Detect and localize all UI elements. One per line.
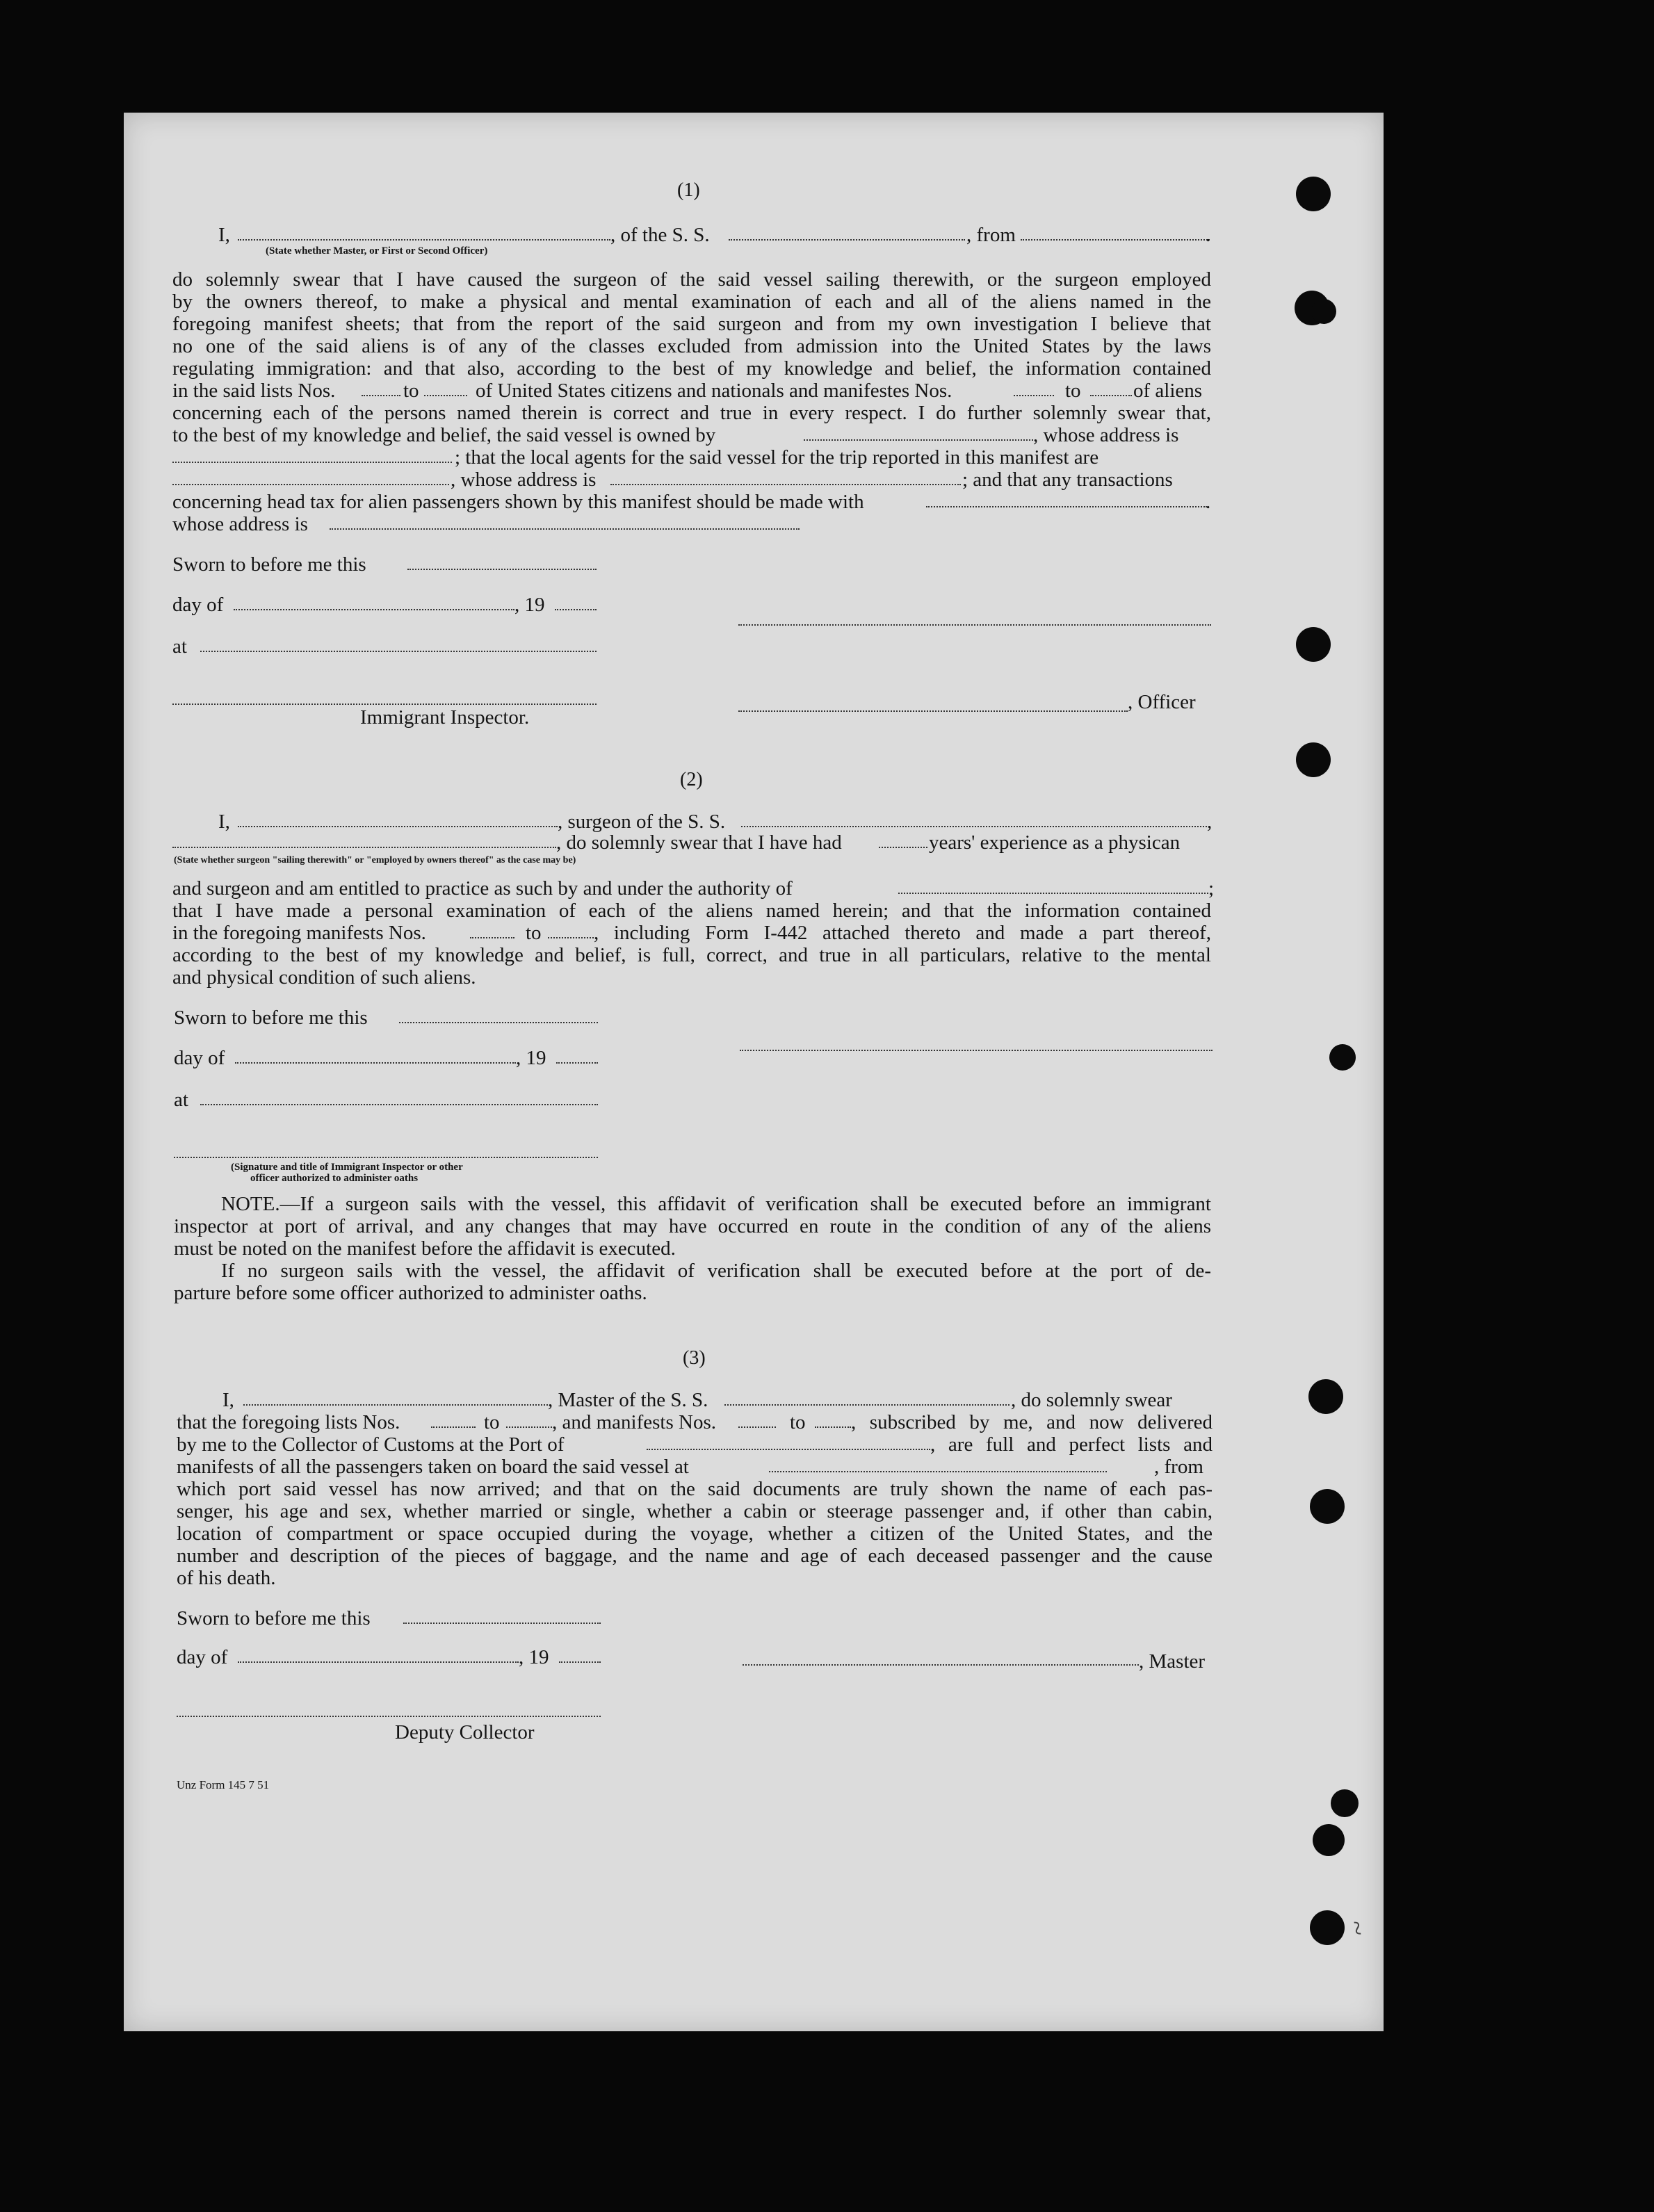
punch-hole: [1329, 1044, 1356, 1071]
s2-surgeon-signature-field[interactable]: [740, 1050, 1213, 1051]
form-page: [124, 113, 1384, 2031]
s1-agents-label: ; that the local agents for the said vessel for the trip reported in this manifest are: [455, 446, 1099, 469]
s1-to-label-2: to: [1065, 380, 1081, 402]
s3-month-field[interactable]: [238, 1661, 519, 1663]
s1-i-label: I,: [218, 224, 230, 246]
s3-to-label-2: to: [790, 1411, 806, 1433]
s2-note-line: must be noted on the manifest before the affidavit is executed.: [174, 1237, 676, 1260]
s2-experience-label: years' experience as a physican: [929, 831, 1181, 854]
s3-manifests-from-field[interactable]: [738, 1426, 776, 1428]
s1-from-label: , from: [966, 224, 1016, 246]
s3-to-label: to: [484, 1411, 500, 1433]
s1-owner-address-field[interactable]: [172, 462, 452, 463]
form-number: Unz Form 145 7 51: [177, 1778, 270, 1791]
s2-sig-caption: officer authorized to administer oaths: [250, 1173, 419, 1184]
punch-hole: [1331, 1789, 1359, 1817]
section-2-heading: (2): [680, 769, 703, 790]
s3-lists-complete-label: , are full and perfect lists and: [930, 1433, 1213, 1456]
s2-text-line: that I have made a personal examination of each of the aliens named herein; and that the information contained: [172, 900, 1211, 922]
s3-text-line: senger, his age and sex, whether married or single, whether a cabin or steerage passenger and, if other than cabin,: [177, 1500, 1213, 1522]
s1-month-field[interactable]: [234, 609, 514, 610]
punch-hole: [1296, 627, 1331, 662]
s1-owner-field[interactable]: [804, 439, 1033, 441]
s3-from-label: , from: [1154, 1456, 1203, 1478]
s1-officer-signature-field[interactable]: [738, 624, 1211, 626]
handwritten-mark: ~: [1340, 1917, 1375, 1939]
s2-sworn-label: Sworn to before me this: [174, 1007, 368, 1029]
s1-address-label: whose address is: [172, 513, 308, 535]
s3-text-line: which port said vessel has now arrived; and that on the said documents are truly shown the name of each pas-: [177, 1478, 1213, 1500]
s3-lists-from-field[interactable]: [431, 1426, 476, 1428]
s1-text-line: do solemnly swear that I have caused the surgeon of the said vessel sailing therewith, or the surgeon employed: [172, 268, 1211, 291]
s1-officer-name-field[interactable]: [238, 239, 610, 241]
s3-port-label: by me to the Collector of Customs at the Port of: [177, 1433, 565, 1456]
s1-of-ss-label: , of the S. S.: [610, 224, 710, 246]
s2-line-end: ,: [1207, 811, 1213, 833]
s1-inspector-label: Immigrant Inspector.: [360, 706, 530, 729]
s1-lists-to-field[interactable]: [424, 395, 467, 396]
s2-form-label: , including Form I-442 attached thereto and made a part thereof,: [594, 922, 1211, 944]
s3-day-of-label: day of: [177, 1646, 228, 1668]
s2-authority-field[interactable]: [898, 893, 1208, 894]
s2-year-field[interactable]: [556, 1062, 598, 1064]
s1-lists-from-field[interactable]: [362, 395, 400, 396]
s1-manifests-from-field[interactable]: [1014, 395, 1054, 396]
s1-address-field[interactable]: [330, 528, 800, 530]
s1-head-tax-label: concerning head tax for alien passengers shown by this manifest should be made with: [172, 491, 864, 513]
s1-at-label: at: [172, 635, 187, 658]
s1-officer-title-field[interactable]: [738, 710, 1128, 712]
s1-of-aliens-label: of aliens: [1133, 380, 1203, 402]
s1-text-line: regulating immigration: and that also, according to the best of my knowledge and belief, the information contained: [172, 357, 1211, 380]
s2-surgeon-status-field[interactable]: [172, 847, 556, 848]
s3-collector-signature-field[interactable]: [177, 1716, 601, 1717]
s3-manifests-to-field[interactable]: [815, 1426, 851, 1428]
section-3-heading: (3): [683, 1347, 706, 1369]
s2-surgeon-of-ss-label: , surgeon of the S. S.: [558, 811, 726, 833]
s2-to-label: to: [526, 922, 542, 944]
s2-note-line: If no surgeon sails with the vessel, the affidavit of verification shall be executed before at the port of de-: [221, 1260, 1211, 1282]
s3-i-label: I,: [222, 1389, 234, 1411]
s1-ship-name-field[interactable]: [729, 239, 965, 241]
s2-manifests-from-field[interactable]: [470, 937, 514, 938]
s2-sig-caption: (Signature and title of Immigrant Inspector or other: [231, 1162, 463, 1173]
punch-hole: [1296, 742, 1331, 777]
s1-year-field[interactable]: [555, 609, 597, 610]
s2-authority-label: and surgeon and am entitled to practice as such by and under the authority of: [172, 877, 793, 900]
s1-to-label: to: [403, 380, 419, 402]
s3-year-label: , 19: [519, 1646, 549, 1668]
punch-hole: [1310, 1910, 1345, 1945]
s2-at-field[interactable]: [200, 1104, 598, 1105]
s2-manifests-to-field[interactable]: [548, 937, 594, 938]
s1-at-field[interactable]: [200, 651, 597, 652]
s1-manifests-label: of United States citizens and nationals and manifestes Nos.: [476, 380, 952, 402]
s2-text-line: according to the best of my knowledge and belief, is full, correct, and true in all particulars, relative to the mental: [172, 944, 1211, 966]
s3-boarding-port-field[interactable]: [769, 1471, 1107, 1472]
s1-year-label: , 19: [514, 594, 545, 616]
s1-officer-label: , Officer: [1128, 691, 1196, 713]
s3-delivered-label: , subscribed by me, and now delivered: [851, 1411, 1213, 1433]
s2-years-field[interactable]: [879, 847, 927, 848]
s2-ship-name-field[interactable]: [741, 826, 1207, 827]
s3-swear-label: , do solemnly swear: [1011, 1389, 1172, 1411]
s2-at-label: at: [174, 1089, 188, 1111]
s3-lists-label: that the foregoing lists Nos.: [177, 1411, 400, 1433]
s2-surgeon-name-field[interactable]: [238, 826, 558, 827]
s2-i-label: I,: [218, 811, 230, 833]
s2-inspector-signature-field[interactable]: [174, 1157, 598, 1158]
s3-taken-on-board-label: manifests of all the passengers taken on board the said vessel at: [177, 1456, 689, 1478]
s3-sworn-field[interactable]: [403, 1623, 601, 1624]
s3-sworn-label: Sworn to before me this: [177, 1607, 371, 1629]
s3-manifests-label: , and manifests Nos.: [552, 1411, 716, 1433]
s3-text-line: of his death.: [177, 1567, 276, 1589]
s3-master-label: , Master: [1139, 1650, 1206, 1673]
s1-sworn-label: Sworn to before me this: [172, 553, 366, 576]
s1-text-line: no one of the said aliens is of any of the classes excluded from admission into the United States by the laws: [172, 335, 1211, 357]
s1-inspector-signature-field[interactable]: [172, 704, 597, 705]
s1-transactions-label: ; and that any transactions: [962, 469, 1173, 491]
section-1-heading: (1): [677, 179, 700, 201]
punch-hole: [1313, 1824, 1345, 1856]
s3-port-field[interactable]: [647, 1449, 930, 1450]
s1-manifests-to-field[interactable]: [1090, 395, 1132, 396]
s3-master-signature-field[interactable]: [743, 1664, 1139, 1666]
s2-note-line: parture before some officer authorized to administer oaths.: [174, 1282, 647, 1304]
s1-owned-by-label: to the best of my knowledge and belief, the said vessel is owned by: [172, 424, 716, 446]
s3-ship-name-field[interactable]: [724, 1404, 1010, 1406]
s1-text-line: concerning each of the persons named therein is correct and true in every respect. I do further solemnly swear that,: [172, 402, 1211, 424]
s2-day-of-label: day of: [174, 1047, 225, 1069]
punch-hole: [1310, 1489, 1345, 1524]
s3-text-line: number and description of the pieces of baggage, and the name and age of each deceased passenger and the cause: [177, 1545, 1213, 1567]
s1-text-line: by the owners thereof, to make a physical and mental examination of each and all of the aliens named in the: [172, 291, 1211, 313]
s1-agents-address-label: , whose address is: [451, 469, 597, 491]
s2-sworn-field[interactable]: [399, 1022, 598, 1023]
s1-line-end: .: [1206, 491, 1211, 513]
punch-hole: [1296, 177, 1331, 211]
s2-manifests-label: in the foregoing manifests Nos.: [172, 922, 426, 944]
punch-hole: [1308, 1379, 1343, 1414]
s2-text-line: and physical condition of such aliens.: [172, 966, 476, 989]
s1-from-port-field[interactable]: [1021, 239, 1210, 241]
s1-day-of-label: day of: [172, 594, 224, 616]
s2-month-field[interactable]: [235, 1062, 516, 1064]
s1-line-end: .: [1206, 224, 1211, 246]
s3-year-field[interactable]: [559, 1661, 601, 1663]
s1-lists-label: in the said lists Nos.: [172, 380, 336, 402]
s3-master-name-field[interactable]: [243, 1404, 548, 1406]
s3-collector-label: Deputy Collector: [395, 1721, 535, 1743]
s1-caption: (State whether Master, or First or Second Officer): [266, 245, 488, 257]
s1-agents-address-field[interactable]: [610, 484, 961, 485]
s2-year-label: , 19: [516, 1047, 546, 1069]
s2-note-line: inspector at port of arrival, and any changes that may have occurred en route in the condition of any of the aliens: [174, 1215, 1211, 1237]
punch-hole: [1311, 299, 1336, 324]
s2-swear-label: , do solemnly swear that I have had: [556, 831, 842, 854]
s2-note-line: NOTE.—If a surgeon sails with the vessel, this affidavit of verification shall be executed before an immigrant: [221, 1193, 1211, 1215]
s1-sworn-field[interactable]: [407, 569, 597, 570]
s1-head-tax-field[interactable]: [926, 506, 1207, 507]
s3-lists-to-field[interactable]: [506, 1426, 552, 1428]
s2-line-end: ;: [1208, 877, 1215, 900]
s3-text-line: location of compartment or space occupied during the voyage, whether a citizen of the United States, and the: [177, 1522, 1213, 1545]
s1-text-line: foregoing manifest sheets; that from the report of the said surgeon and from my own investigation I believe that: [172, 313, 1211, 335]
s1-agents-field[interactable]: [172, 484, 449, 485]
s3-master-of-ss-label: , Master of the S. S.: [548, 1389, 708, 1411]
s1-owner-address-label: , whose address is: [1033, 424, 1179, 446]
s2-caption: (State whether surgeon "sailing therewith" or "employed by owners thereof" as the case may be): [174, 855, 576, 865]
